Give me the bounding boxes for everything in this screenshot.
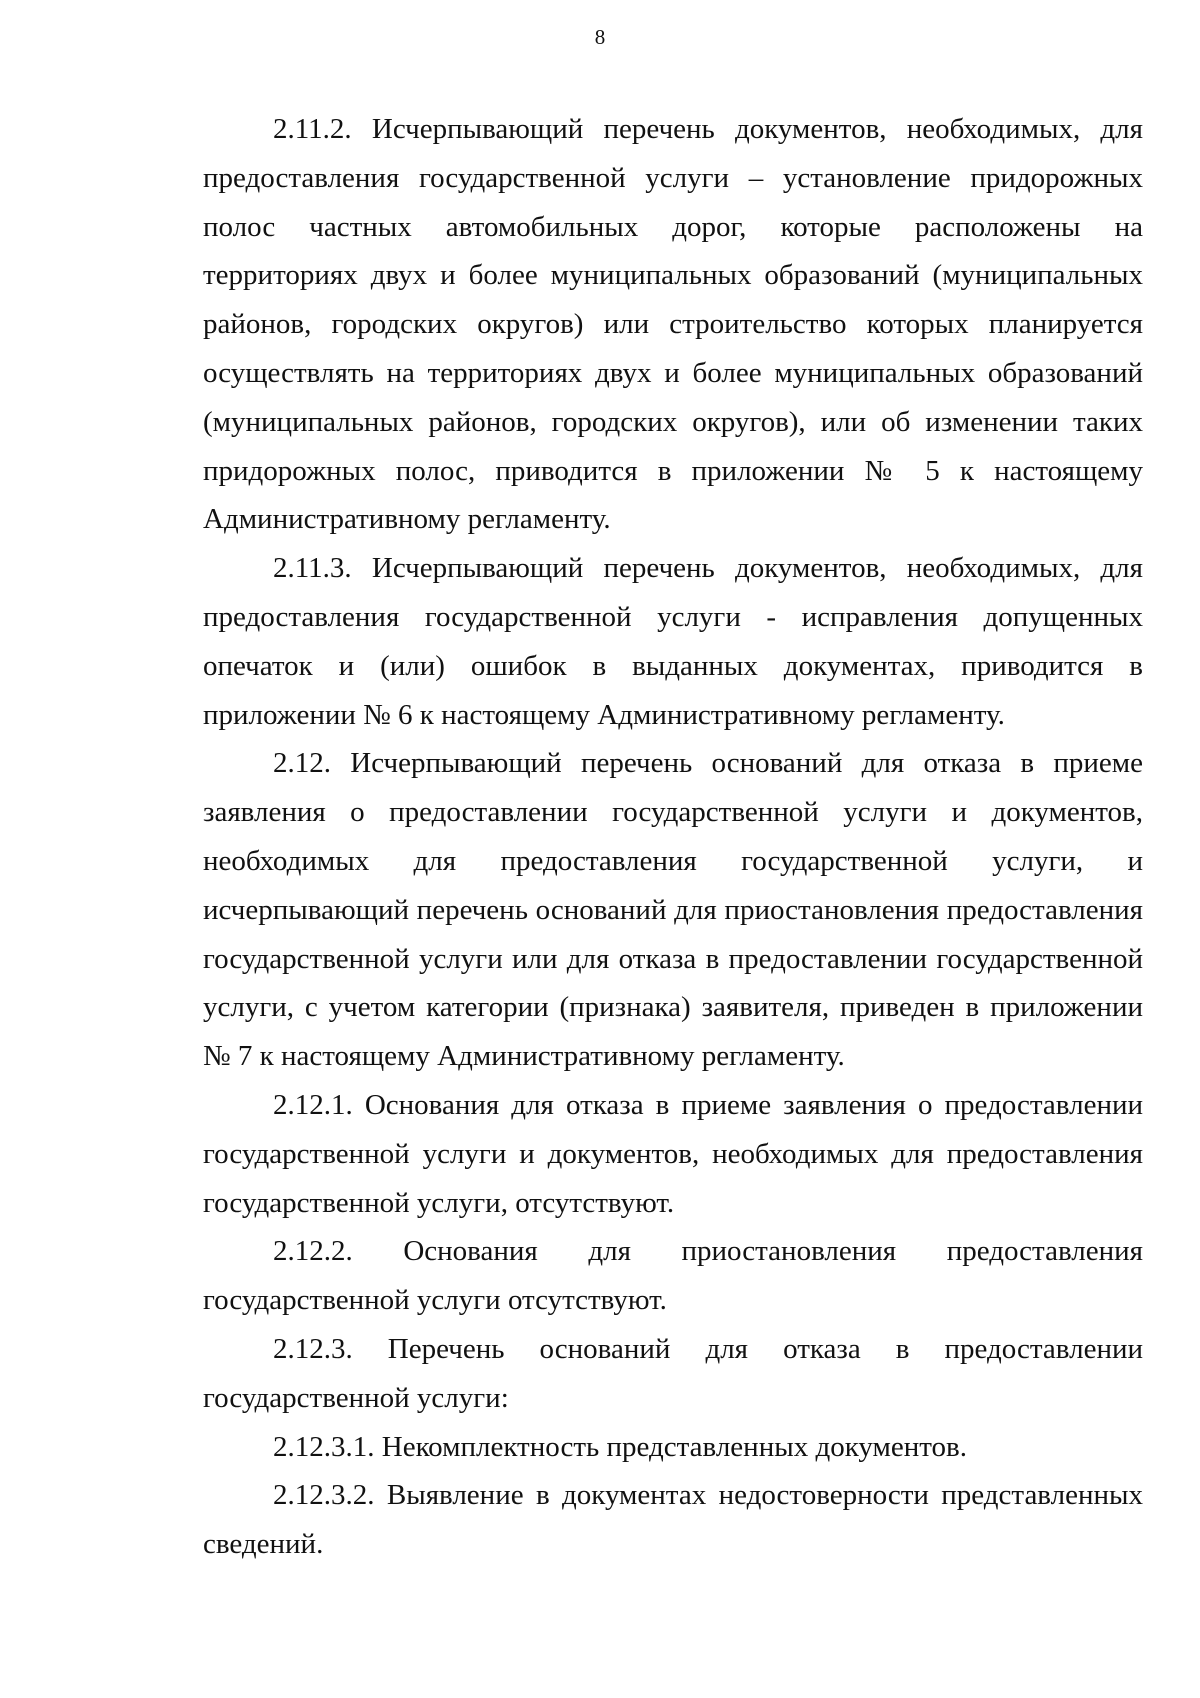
paragraph-2-12-2: 2.12.2. Основания для приостановления предоставления государственной услуги отсутствуют. <box>203 1235 1143 1317</box>
paragraph-2-11-3: 2.11.3. Исчерпывающий перечень документов, необходимых, для предоставления государственной услуги - исправления допущенных опечаток и (или) ошибок в выданных документах, приводится в приложении № 6 к настоящему Административному регламенту. <box>203 552 1143 731</box>
paragraph-2-12-3-2: 2.12.3.2. Выявление в документах недостоверности представленных сведений. <box>203 1479 1143 1561</box>
document-body <box>203 105 1143 1569</box>
paragraph-2-12-1: 2.12.1. Основания для отказа в приеме заявления о предоставлении государственной услуги и документов, необходимых для предоставления государственной услуги, отсутствуют. <box>203 1088 1143 1219</box>
paragraph-2-12: 2.12. Исчерпывающий перечень оснований для отказа в приеме заявления о предоставлении государственной услуги и документов, необходимых для предоставления государственной услуги, и исчерпывающий перечень оснований для приостановления предоставления государственной услуги или для отказа в предоставлении государственной услуги, с учетом категории (признака) заявителя, приведен в приложении № 7 к настоящему Административному регламенту. <box>203 747 1143 1073</box>
page-number: 8 <box>594 25 606 49</box>
paragraph-2-11-2: 2.11.2. Исчерпывающий перечень документов, необходимых, для предоставления государственной услуги – установление придорожных полос частных автомобильных дорог, которые расположены на территориях двух и более муниципальных образований (муниципальных районов, городских округов) или строительство которых планируется осуществлять на территориях двух и более муниципальных образований (муниципальных районов, городских округов), или об изменении таких придорожных полос, приводится в приложении № 5 к настоящему Административному регламенту. <box>203 113 1143 536</box>
paragraph-2-12-3: 2.12.3. Перечень оснований для отказа в предоставлении государственной услуги: <box>203 1332 1143 1414</box>
paragraph-2-12-3-1: 2.12.3.1. Некомплектность представленных документов. <box>273 1430 967 1463</box>
